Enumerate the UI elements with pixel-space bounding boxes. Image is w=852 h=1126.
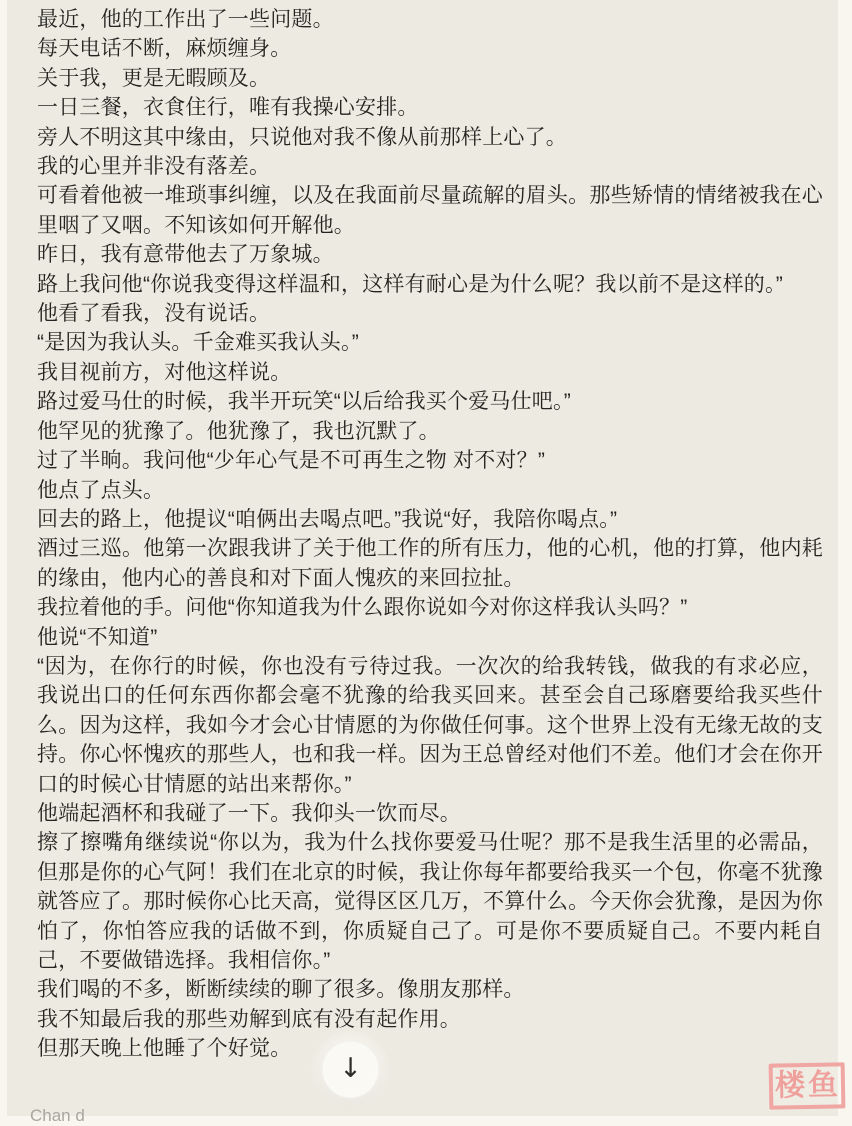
article-paragraph: 昨日，我有意带他去了万象城。 [37, 243, 334, 267]
article-paragraph: 他看了看我，没有说话。 [37, 302, 271, 326]
article-paragraph: 他说“不知道” [37, 625, 158, 649]
article-paragraph: 回去的路上，他提议“咱俩出去喝点吧。”我说“好，我陪你喝点。” [37, 507, 618, 531]
seal-character-right: 鱼 [807, 1067, 840, 1103]
article-paragraph: 我的心里并非没有落差。 [37, 155, 271, 179]
article-paragraph: 我们喝的不多，断断续续的聊了很多。像朋友那样。 [37, 978, 525, 1002]
article-paragraph: 我不知最后我的那些劝解到底有没有起作用。 [37, 1007, 461, 1031]
article-paragraph: 最近，他的工作出了一些问题。 [37, 8, 334, 31]
article-paragraph: 酒过三巡。他第一次跟我讲了关于他工作的所有压力，他的心机，他的打算，他内耗的缘由，他内心的善良和对下面人愧疚的来回拉扯。 [37, 537, 823, 590]
article-paragraph: 路上我问他“你说我变得这样温和，这样有耐心是为什么呢？我以前不是这样的。” [37, 272, 783, 296]
article-paragraph: 我目视前方，对他这样说。 [37, 360, 292, 384]
seal-character-left: 楼 [774, 1068, 807, 1104]
article-paragraph: “是因为我认头。千金难买我认头。” [37, 331, 359, 355]
scroll-down-button[interactable] [322, 1041, 379, 1098]
article-paragraph: 过了半晌。我问他“少年心气是不可再生之物 对不对？” [37, 449, 546, 473]
clipped-bottom-text: Chan d [30, 1106, 85, 1125]
article-paragraph: 我拉着他的手。问他“你知道我为什么跟你说如今对你这样我认头吗？” [37, 596, 688, 620]
article-paragraph: 他罕见的犹豫了。他犹豫了，我也沉默了。 [37, 419, 440, 443]
article-paragraph: 他端起酒杯和我碰了一下。我仰头一饮而尽。 [37, 801, 461, 825]
article-paragraph: 可看着他被一堆琐事纠缠，以及在我面前尽量疏解的眉头。那些矫情的情绪被我在心里咽了又咽。不知该如何开解他。 [37, 184, 823, 237]
article-paragraph: 旁人不明这其中缘由，只说他对我不像从前那样上心了。 [37, 125, 567, 149]
article-paragraph: 路过爱马仕的时候，我半开玩笑“以后给我买个爱马仕吧。” [37, 390, 571, 414]
article-paragraph: 一日三餐，衣食住行，唯有我操心安排。 [37, 96, 419, 120]
article-paragraph: 每天电话不断，麻烦缠身。 [37, 37, 292, 61]
article-paragraph: 但那天晚上他睡了个好觉。 [37, 1037, 292, 1061]
content-panel [7, 0, 838, 1116]
article-paragraph: 关于我，更是无暇顾及。 [37, 66, 271, 90]
article-paragraph: “因为，在你行的时候，你也没有亏待过我。一次次的给我转钱，做我的有求必应，我说出口的任何东西你都会毫不犹豫的给我买回来。甚至会自己琢磨要给我买些什么。因为这样，我如今才会心甘情愿的为你做任何事。这个世界上没有无缘无故的支持。你心怀愧疚的那些人，也和我一样。因为王总曾经对他们不差。他们才会在你开口的时候心甘情愿的站出来帮你。” [37, 654, 823, 796]
watermark-seal [769, 1062, 846, 1109]
article-text [37, 5, 823, 1064]
article-paragraph: 擦了擦嘴角继续说“你以为，我为什么找你要爱马仕呢？那不是我生活里的必需品，但那是你的心气阿！我们在北京的时候，我让你每年都要给我买一个包，你毫不犹豫就答应了。那时候你心比天高，觉得区区几万，不算什么。今天你会犹豫，是因为你怕了，你怕答应我的话做不到，你质疑自己了。可是你不要质疑自己。不要内耗自己，不要做错选择。我相信你。” [37, 831, 823, 972]
article-paragraph: 他点了点头。 [37, 478, 165, 502]
arrow-down-icon: ↓ [339, 1053, 362, 1084]
